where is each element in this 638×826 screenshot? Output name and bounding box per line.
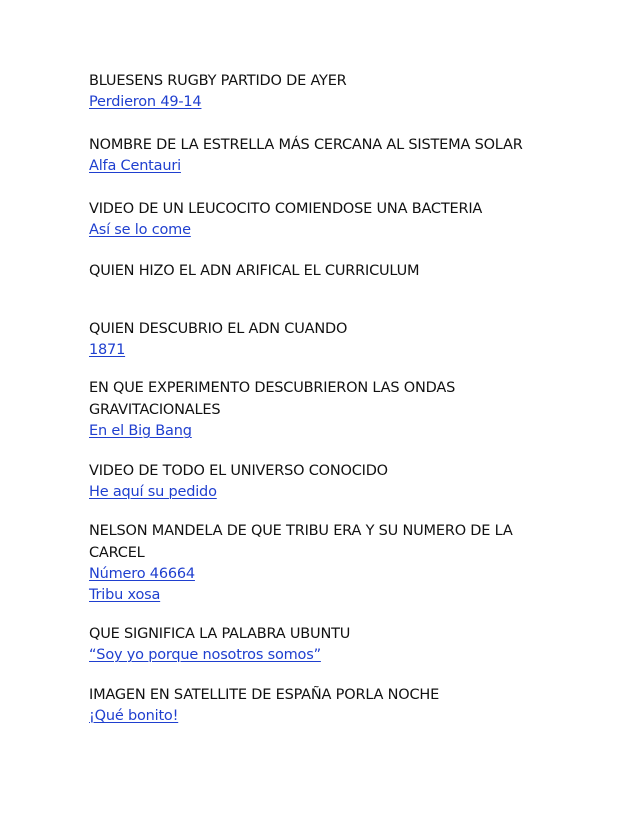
- answer-link[interactable]: 1871: [89, 342, 126, 358]
- question-text: QUIEN DESCUBRIO EL ADN CUANDO: [89, 321, 348, 337]
- qa-entry: [89, 520, 559, 606]
- question-text: NELSON MANDELA DE QUE TRIBU ERA Y SU NUMERO DE LA: [89, 523, 513, 539]
- qa-entry: [89, 70, 559, 113]
- answer-link[interactable]: Perdieron 49-14: [89, 94, 202, 110]
- qa-entry: [89, 198, 559, 241]
- question-text: QUIEN HIZO EL ADN ARIFICAL EL CURRICULUM: [89, 263, 420, 279]
- answer-link[interactable]: ¡Qué bonito!: [89, 708, 179, 724]
- answer-link[interactable]: Número 46664: [89, 566, 195, 582]
- question-text-continued: CARCEL: [89, 545, 145, 561]
- question-text: BLUESENS RUGBY PARTIDO DE AYER: [89, 73, 347, 89]
- question-text: VIDEO DE UN LEUCOCITO COMIENDOSE UNA BACTERIA: [89, 201, 483, 217]
- question-text: EN QUE EXPERIMENTO DESCUBRIERON LAS ONDAS: [89, 380, 456, 396]
- qa-entry: [89, 260, 559, 282]
- answer-link[interactable]: Alfa Centauri: [89, 158, 181, 174]
- qa-entry: [89, 684, 559, 727]
- qa-entry: [89, 377, 559, 442]
- answer-link[interactable]: Así se lo come: [89, 222, 191, 238]
- answer-link[interactable]: “Soy yo porque nosotros somos”: [89, 647, 321, 663]
- qa-entry: [89, 318, 559, 361]
- qa-entry: [89, 460, 559, 503]
- question-text: QUE SIGNIFICA LA PALABRA UBUNTU: [89, 626, 351, 642]
- question-text: IMAGEN EN SATELLITE DE ESPAÑA PORLA NOCHE: [89, 687, 440, 703]
- question-text: NOMBRE DE LA ESTRELLA MÁS CERCANA AL SISTEMA SOLAR: [89, 137, 523, 153]
- qa-entry: [89, 134, 559, 177]
- question-text-continued: GRAVITACIONALES: [89, 402, 221, 418]
- answer-link[interactable]: He aquí su pedido: [89, 484, 217, 500]
- answer-link[interactable]: En el Big Bang: [89, 423, 192, 439]
- answer-link[interactable]: Tribu xosa: [89, 587, 161, 603]
- question-text: VIDEO DE TODO EL UNIVERSO CONOCIDO: [89, 463, 388, 479]
- qa-entry: [89, 623, 559, 666]
